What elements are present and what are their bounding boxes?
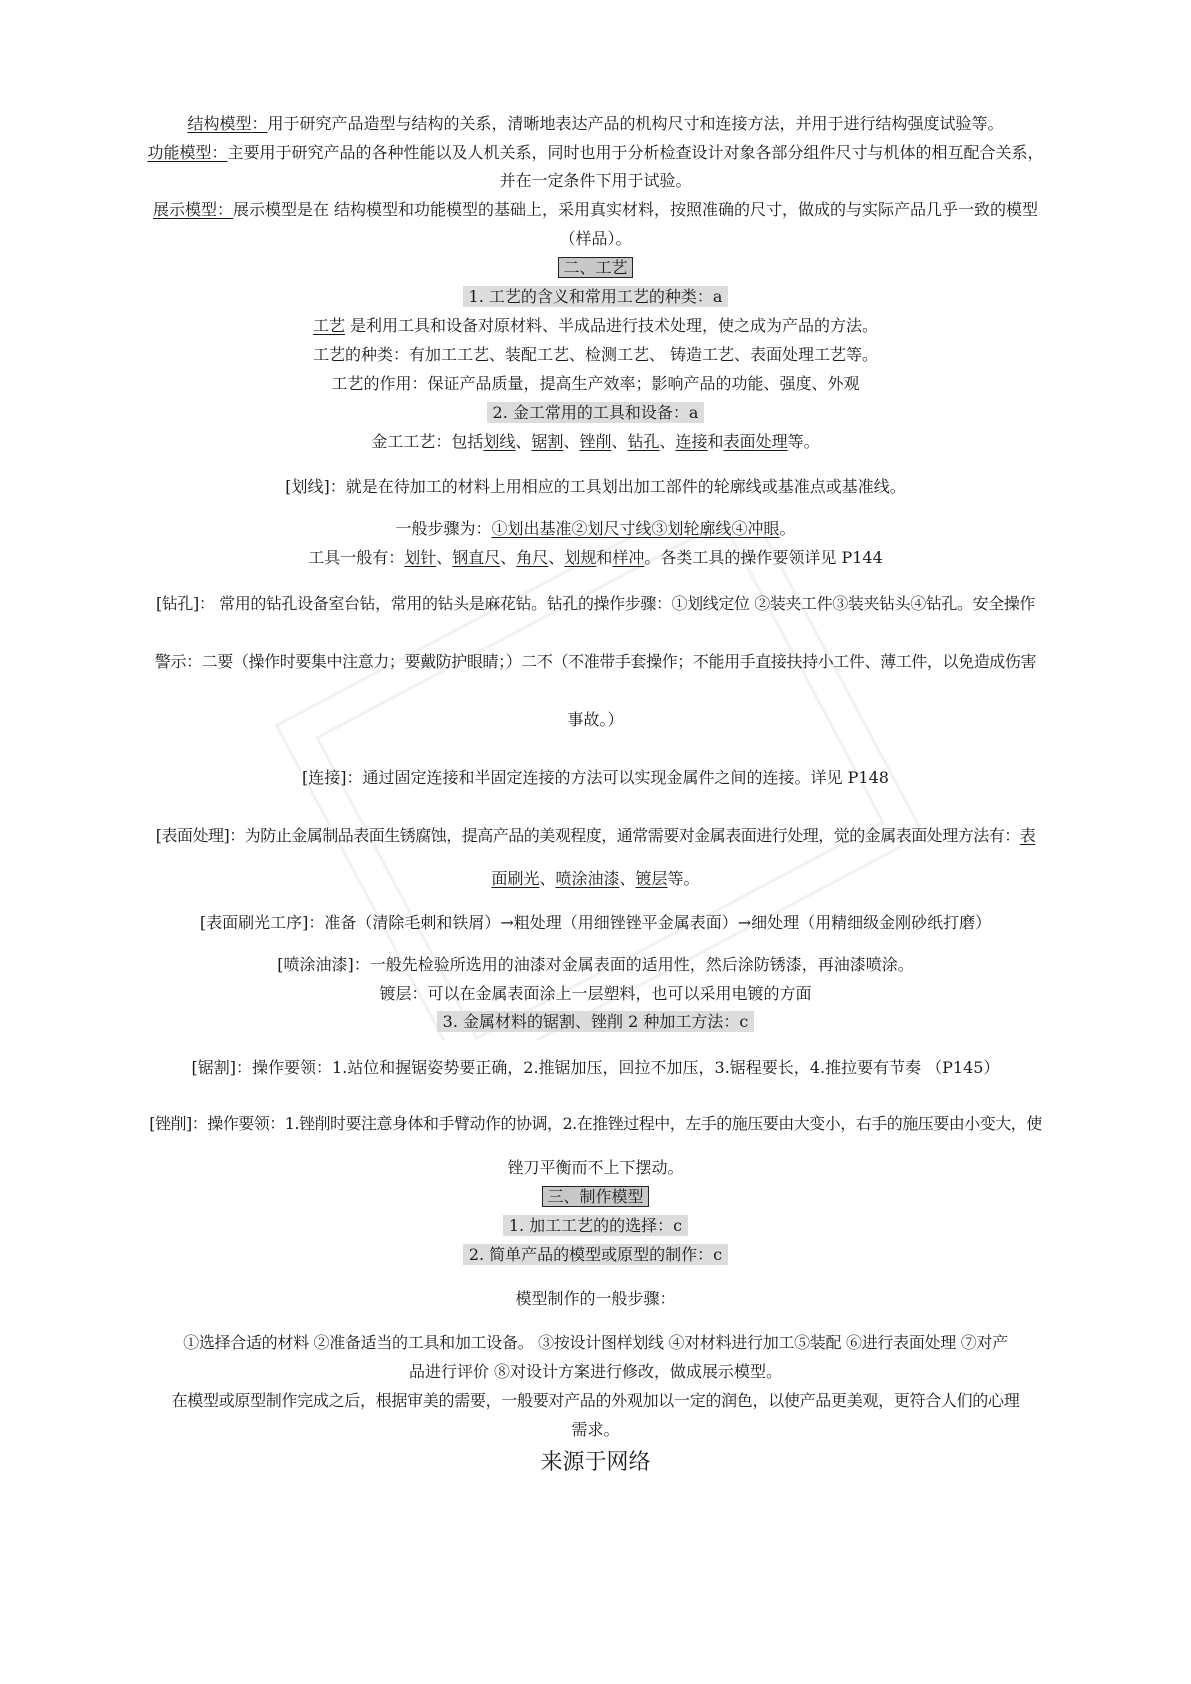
display-model-line xyxy=(80,198,1111,222)
section-2-item-3: 3. 金属材料的锯割、锉削 2 种加工方法：c xyxy=(80,1010,1111,1034)
surface-line-1: [表面处理]：为防止金属制品表面生锈腐蚀，提高产品的美观程度，通常需要对金属表面进行处理，觉的金属表面处理方法有：表 xyxy=(155,826,1036,845)
function-model-line xyxy=(80,141,1111,165)
craft-definition: 工艺 是利用工具和设备对原材料、半成品进行技术处理，使之成为产品的方法。 xyxy=(312,316,879,335)
file-line-2: 锉刀平衡而不上下摆动。 xyxy=(507,1158,684,1177)
drill-line-1: [钻孔]： 常用的钻孔设备室台钻，常用的钻头是麻花钻。钻孔的操作步骤：①划线定位 ②装夹工件③装夹钻头④钻孔。安全操作 xyxy=(155,594,1036,613)
finish-line-2: 需求。 xyxy=(571,1420,620,1439)
scribe-tools: 工具一般有：划针、钢直尺、角尺、划规和样冲。各类工具的操作要领详见 P144 xyxy=(308,548,883,567)
section-3-item-1: 1. 加工工艺的的选择：c xyxy=(80,1214,1111,1238)
drill-line-2: 警示：二要（操作时要集中注意力；要戴防护眼睛；）二不（不准带手套操作；不能用手直接扶持小工件、薄工件，以免造成伤害 xyxy=(154,652,1037,671)
section-3-title: 三、制作模型 xyxy=(542,1186,648,1207)
structure-model-text: 用于研究产品造型与结构的关系，清晰地表达产品的机构尺寸和连接方法，并用于进行结构强度试验等。 xyxy=(267,114,1004,133)
finish-line-1: 在模型或原型制作完成之后，根据审美的需要，一般要对产品的外观加以一定的润色，以使产品更美观，更符合人们的心理 xyxy=(171,1391,1020,1410)
display-model-term: 展示模型： xyxy=(152,200,233,219)
model-steps-line-2: 品进行评价 ⑧对设计方案进行修改，做成展示模型。 xyxy=(408,1362,783,1381)
section-2-item-1: 1. 工艺的含义和常用工艺的种类：a xyxy=(80,285,1111,309)
section-3-item-2: 2. 简单产品的模型或原型的制作：c xyxy=(80,1243,1111,1267)
section-3-heading xyxy=(80,1185,1111,1209)
file-line-1: [锉削]：操作要领：1.锉削时要注意身体和手臂动作的协调，2.在推锉过程中，左手的施压要由大变小，右手的施压要由小变大，使 xyxy=(149,1114,1042,1133)
section-2-heading xyxy=(80,256,1111,280)
structure-model-line xyxy=(80,112,1111,136)
model-steps-title: 模型制作的一般步骤： xyxy=(515,1289,676,1308)
scribe-line: [划线]：就是在待加工的材料上用相应的工具划出加工部件的轮廓线或基准点或基准线。 xyxy=(285,477,906,496)
brush-process: [表面刷光工序]：准备（清除毛刺和铁屑）→粗处理（用细锉锉平金属表面）→细处理（用精细级金刚砂纸打磨） xyxy=(199,913,992,932)
plating-line: 镀层：可以在金属表面涂上一层塑料，也可以采用电镀的方面 xyxy=(379,984,812,1003)
display-model-line-2: （样品）。 xyxy=(559,229,632,248)
function-model-line-2: 并在一定条件下用于试验。 xyxy=(499,171,692,190)
scribe-steps: 一般步骤为：①划出基准②划尺寸线③划轮廓线④冲眼。 xyxy=(395,519,796,538)
connect-line: [连接]：通过固定连接和半固定连接的方法可以实现金属件之间的连接。详见 P148 xyxy=(302,768,889,787)
display-model-text: 展示模型是在 结构模型和功能模型的基础上，采用真实材料，按照准确的尺寸，做成的与实际产品几乎一致的模型 xyxy=(232,200,1039,219)
saw-line: [锯割]：操作要领：1.站位和握锯姿势要正确，2.推锯加压，回拉不加压，3.锯程要长，4.推拉要有节奏 （P145） xyxy=(191,1058,1000,1077)
source-note: 来源于网络 xyxy=(540,1450,651,1475)
function-model-text: 主要用于研究产品的各种性能以及人机关系，同时也用于分析检查设计对象各部分组件尺寸与机体的相互配合关系， xyxy=(227,143,1044,162)
drill-line-3: 事故。） xyxy=(567,710,624,729)
section-2-item-2: 2. 金工常用的工具和设备：a xyxy=(80,401,1111,425)
model-steps-line-1: ①选择合适的材料 ②准备适当的工具和加工设备。 ③按设计图样划线 ④对材料进行加工⑤装配 ⑥进行表面处理 ⑦对产 xyxy=(183,1333,1008,1352)
craft-effect: 工艺的作用：保证产品质量，提高生产效率；影响产品的功能、强度、外观 xyxy=(331,374,860,393)
craft-kinds: 工艺的种类：有加工工艺、装配工艺、检测工艺、 铸造工艺、表面处理工艺等。 xyxy=(312,345,879,364)
function-model-term: 功能模型： xyxy=(147,143,228,162)
craft-term: 工艺 xyxy=(312,316,345,335)
surface-line-2: 面刷光、喷涂油漆、镀层等。 xyxy=(491,869,700,888)
paint-line: [喷涂油漆]：一般先检验所选用的油漆对金属表面的适用性，然后涂防锈漆，再油漆喷涂。 xyxy=(277,955,914,974)
section-2-title: 二、工艺 xyxy=(558,257,632,278)
structure-model-term: 结构模型： xyxy=(187,114,268,133)
metalwork-line: 金工工艺：包括划线、锯割、锉削、钻孔、连接和表面处理等。 xyxy=(371,432,820,451)
